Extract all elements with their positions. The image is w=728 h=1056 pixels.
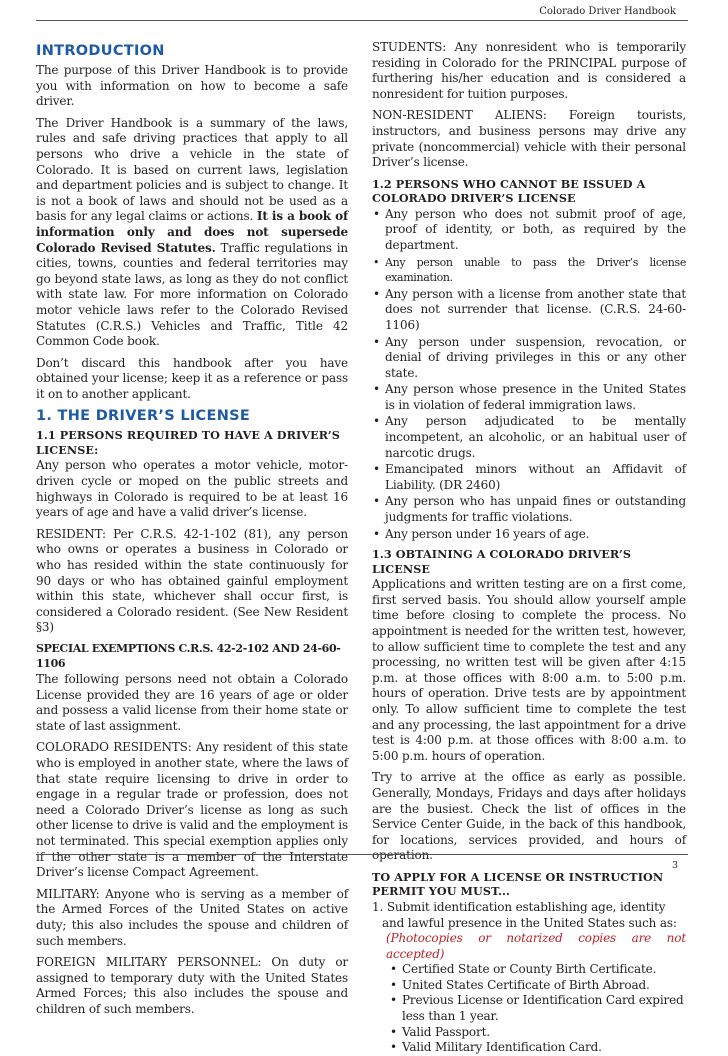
- section-1-3-paragraph-1: Applications and written testing are on a first come, first served basis. You should allow yourself ample time before closing to complete the process. No appointment is needed for the written test, however, to allow sufficient time to complete the test and any processing, no written test will be given after 4:15 p.m. at those offices with 8:00 a.m. to 5:00 p.m. hours of operation. Drive tests are by appointment only. To allow sufficient time to complete the test and any processing, the last appointment for a drive test is 4:00 p.m. at those offices with 8:00 a.m. to 5:00 p.m. hours of operation.: [372, 577, 686, 763]
- list-item: • Any person with a license from another state that does not surrender that license. (C.R.S. 24-60-1106): [372, 287, 686, 334]
- intro-p2-start: The Driver Handbook is a summary of the laws, rules and safe driving practices that apply to all persons who drive a vehicle in the state of Colorado. It is based on current laws, legislation and department policies and is subject to change. It is not a book of laws and should not be used as a basis for any legal claims or actions.: [36, 115, 348, 224]
- section-1-3-paragraph-2: Try to arrive at the office as early as possible. Generally, Mondays, Fridays and days after holidays are the busiest. Check the list of offices in the Service Center Guide, in the back of this handbook, for locations, services provided, and hours of operation.: [372, 770, 686, 863]
- intro-p2-bold: It is a book of information only and does not supersede Colorado Revised Statutes.: [36, 209, 348, 255]
- resident-paragraph: RESIDENT: Per C.R.S. 42-1-102 (81), any person who owns or operates a business in Colorado or who has resided within the state continuously for 90 days or who has obtained gainful employment within this state, whichever shall occur first, is considered a Colorado resident. (See New Resident §3): [36, 526, 348, 635]
- section-1-2-heading: 1.2 PERSONS WHO CANNOT BE ISSUED A COLORADO DRIVER’S LICENSE: [372, 176, 646, 206]
- apply-heading: TO APPLY FOR A LICENSE OR INSTRUCTION PERMIT YOU MUST...: [372, 869, 664, 899]
- list-item: • Any person unable to pass the Driver’s license examination.: [372, 255, 686, 286]
- list-item: • Valid Passport.: [390, 1025, 686, 1041]
- list-item: • Previous License or Identification Card expired less than 1 year.: [390, 993, 686, 1024]
- list-item: • Any person who does not submit proof of age, proof of identity, or both, as required by the department.: [372, 207, 686, 254]
- intro-paragraph-1: The purpose of this Driver Handbook is to provide you with information on how to become a safe driver.: [36, 63, 348, 109]
- cannot-be-issued-list: [372, 207, 686, 542]
- list-item: • Any person adjudicated to be mentally incompetent, an alcoholic, or an habitual user of narcotic drugs.: [372, 414, 686, 461]
- section-1-1-heading: 1.1 PERSONS REQUIRED TO HAVE A DRIVER’S LICENSE:: [36, 428, 340, 457]
- footer-divider: [36, 854, 688, 855]
- list-item: • Any person under 16 years of age.: [372, 527, 686, 543]
- photocopy-note: (Photocopies or notarized copies are not accepted): [386, 931, 686, 961]
- section-1-3-heading: 1.3 OBTAINING A COLORADO DRIVER’S LICENSE: [372, 547, 632, 576]
- left-column: [36, 40, 348, 1023]
- identification-list: [372, 962, 686, 1056]
- list-item: • Any person whose presence in the United States is in violation of federal immigration laws.: [372, 382, 686, 413]
- header-divider: [36, 20, 688, 21]
- exemptions-heading: SPECIAL EXEMPTIONS C.R.S. 42-2-102 AND 24-60-1106: [36, 642, 341, 670]
- intro-paragraph-2: [36, 116, 348, 350]
- intro-paragraph-3: Don’t discard this handbook after you have obtained your license; keep it as a reference or pass it on to another applicant.: [36, 355, 348, 401]
- right-column: [372, 40, 686, 1056]
- list-item: • United States Certificate of Birth Abroad.: [390, 978, 686, 994]
- exemptions-paragraph: The following persons need not obtain a Colorado License provided they are 16 years of age or older and possess a valid license from their home state or state of last assignment.: [36, 672, 348, 733]
- list-item: • Emancipated minors without an Affidavit of Liability. (DR 2460): [372, 462, 686, 493]
- section-1-1-paragraph: Any person who operates a motor vehicle, motor-driven cycle or moped on the public streets and highways in Colorado is required to be at least 16 years of age and have a valid driver’s license.: [36, 458, 348, 520]
- apply-item-1: 1. Submit identification establishing age, identity and lawful presence in the United States such as:: [372, 899, 677, 930]
- intro-p2-end: Traffic regulations in cities, towns, counties and federal territories may go beyond state laws, as long as they do not conflict with state law. For more information on Colorado motor vehicle laws refer to the Colorado Revised Statutes (C.R.S.) Vehicles and Traffic, Title 42 Common Code book.: [36, 240, 348, 349]
- colorado-residents-paragraph: COLORADO RESIDENTS: Any resident of this state who is employed in another state, where the laws of that state require licensing to drive in order to engage in a regular trade or profession, does not need a Colorado Driver’s license as long as such other license to drive is valid and the employment is not terminated. This special exemption applies only if the other state is a member of the Interstate Driver’s license Compact Agreement.: [36, 740, 348, 880]
- intro-heading: INTRODUCTION: [36, 43, 165, 59]
- page-number: 3: [671, 860, 678, 871]
- running-header: Colorado Driver Handbook: [539, 6, 676, 17]
- nonresident-aliens-paragraph: NON-RESIDENT ALIENS: Foreign tourists, instructors, and business persons may drive any private (noncommercial) vehicle with their personal Driver’s license.: [372, 108, 686, 170]
- list-item: • Any person under suspension, revocation, or denial of driving privileges in this or any other state.: [372, 335, 686, 382]
- list-item: • Any person who has unpaid fines or outstanding judgments for traffic violations.: [372, 494, 686, 525]
- military-paragraph: MILITARY: Anyone who is serving as a member of the Armed Forces of the United States on active duty; this also includes the spouse and children of such members.: [36, 886, 348, 948]
- foreign-military-paragraph: FOREIGN MILITARY PERSONNEL: On duty or assigned to temporary duty with the United States Armed Forces; this also includes the spouse and children of such members.: [36, 955, 348, 1016]
- students-paragraph: STUDENTS: Any nonresident who is temporarily residing in Colorado for the PRINCIPAL purpose of furthering his/her education and is considered a nonresident for tuition purposes.: [372, 40, 686, 101]
- section-1-heading: 1. THE DRIVER’S LICENSE: [36, 408, 251, 425]
- list-item: • Certified State or County Birth Certificate.: [390, 962, 686, 978]
- list-item: • Valid Military Identification Card.: [390, 1040, 686, 1056]
